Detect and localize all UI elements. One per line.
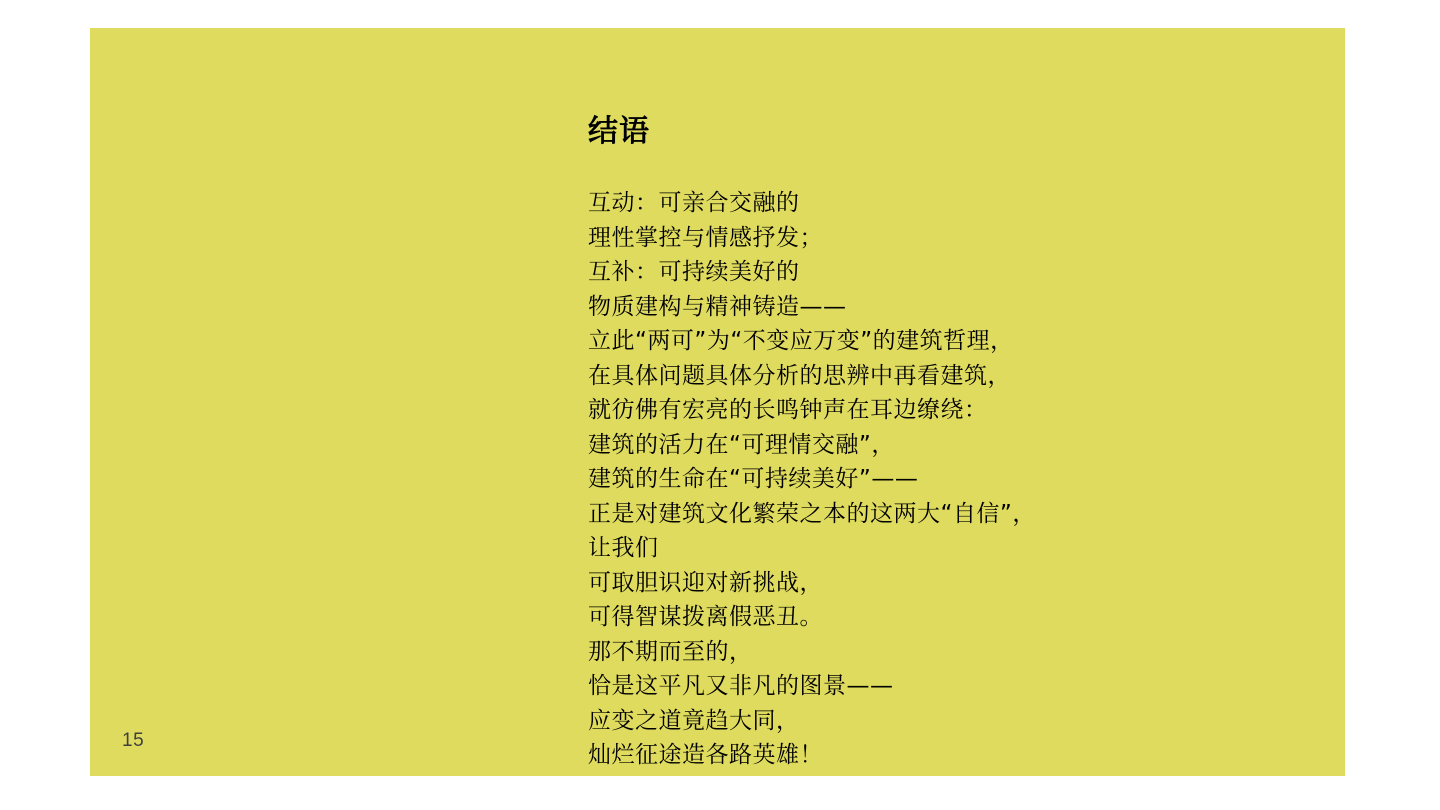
body-line: 理性掌控与情感抒发；: [588, 224, 823, 251]
body-line: 物质建构与精神铸造——: [588, 293, 847, 320]
page-title: 结语: [588, 114, 650, 149]
body-line: 立此“两可”为“不变应万变”的建筑哲理，: [588, 328, 1014, 354]
body-line: 应变之道竟趋大同，: [588, 707, 800, 734]
body-line: 那不期而至的，: [588, 638, 753, 665]
body-line: 互补：可持续美好的: [588, 259, 800, 285]
body-line: 就彷佛有宏亮的长鸣钟声在耳边缭绕：: [588, 397, 988, 423]
body-line: 灿烂征途造各路英雄！: [588, 742, 823, 768]
body-line: 在具体问题具体分析的思辨中再看建筑，: [588, 362, 1011, 389]
body-line: 可取胆识迎对新挑战，: [588, 569, 823, 596]
body-line: 可得智谋拨离假恶丑。: [588, 604, 823, 630]
page-number: 15: [122, 730, 145, 751]
body-line: 恰是这平凡又非凡的图景——: [588, 673, 894, 699]
body-line: 建筑的活力在“可理情交融”，: [588, 431, 895, 458]
slide-content-panel: [90, 28, 1345, 776]
body-line: 正是对建筑文化繁荣之本的这两大“自信”，: [588, 500, 1036, 527]
body-line: 让我们: [588, 535, 659, 561]
slide-body-text: [588, 186, 1348, 773]
body-line: 建筑的生命在“可持续美好”——: [588, 466, 919, 492]
body-line: 互动：可亲合交融的: [588, 190, 800, 216]
